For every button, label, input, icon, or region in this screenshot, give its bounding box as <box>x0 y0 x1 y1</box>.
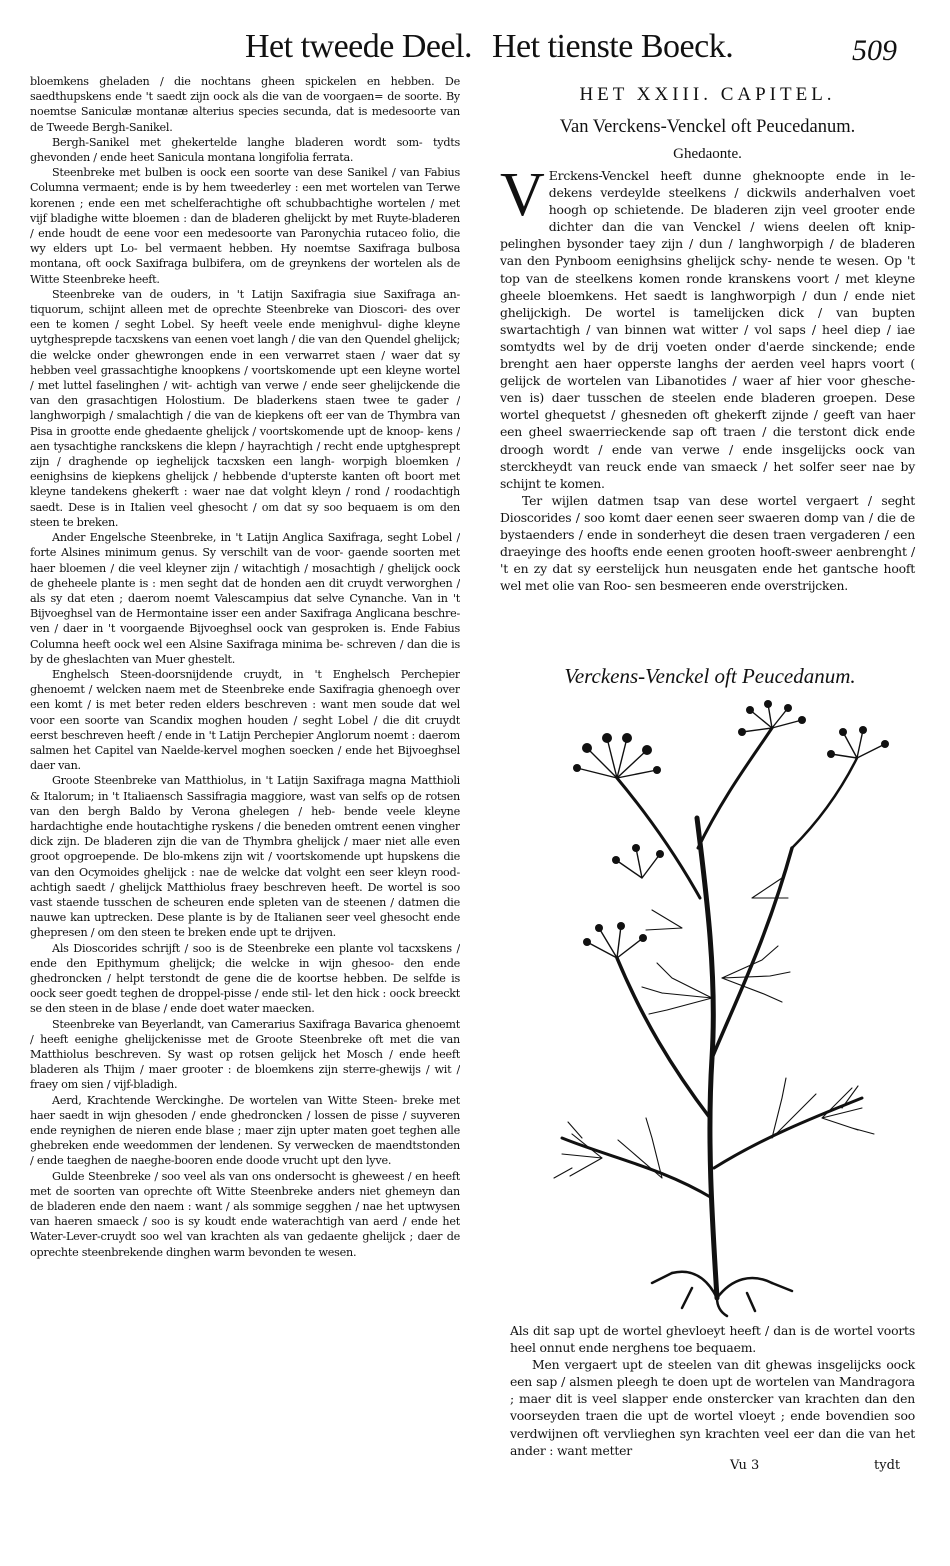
printer-signature: Vu 3 <box>730 1458 760 1473</box>
plant-woodcut-illustration <box>522 698 912 1318</box>
running-head-right: Het tienste Boeck. <box>492 28 734 65</box>
right-column <box>500 84 915 594</box>
drop-cap: V <box>500 161 545 229</box>
left-paragraph: Groote Steenbreke van Matthiolus, in 't Latijn Saxifraga magna Matthioli & Italorum; in 't Italiaensch Sassifragia maggiore, wast van selfs op de rotsen van den bergh Baldo by Verona ghelegen / heb- bende veele kleyne hardachtighe ende houtachtighe ryskens / die beneden omtrent eenen vingher dick zijn. De bladeren zijn die van de Thymbra ghelijck / maer niet alle even groot opgroepende. De blo-mkens zijn wit / voortskomende upt hupskens die van den Ocymoides ghelijck : nae de welcke dat volght een seer kleyn rood- achtigh saedt / ghelijck Matthiolus fraey beschreven heeft. De wortel is soo vast staende tusschen de scheuren ende spleten van de steenen / datmen die nauwe kan uptrecken. Dese plante is by de Italianen seer veel ghesocht ende ghepresen / om den steen te breken ende upt te drijven. <box>30 774 460 940</box>
left-paragraph: Bergh-Sanikel met ghekertelde langhe bladeren wordt som- tydts ghevonden / ende heet Sanicula montana longifolia ferrata. <box>30 135 460 165</box>
left-paragraph: Steenbreke met bulben is oock een soorte van dese Sanikel / van Fabius Columna vermaent; ende is by hem tweederley : een met wortelen van Terwe korenen ; ende een met schelferachtighe oft schubbachtighe wortelen / met vijf bladighe witte bloemen : dan de bladeren ghelijckt by met Ruyte-bladeren / ende houdt de eene voor een medesoorte van Paronychia rutaceo folio, die wy elders upt Lo- bel vermaent hebben. Hy noemtse Saxifraga bulbosa montana, oft oock Saxifraga bulbifera, om de greynkens der wortelen als de Witte Steenbreke heeft. <box>30 166 460 286</box>
left-paragraph: Steenbreke van de ouders, in 't Latijn Saxifragia siue Saxifraga an- tiquorum, schijnt alleen met de oprechte Steenbreke van Dioscori- des over een te komen / seght Lobel. Sy heeft veele ende menighvul- dighe kleyne uytghesprepde tacxskens van eenen voet langh / die van den Quendel ghelijck; die welcke onder ghewrongen ende in een verwarret staen / waer dat sy hebben veel grassachtighe knoopkens / voortskomende upt een kleyne wortel / met luttel faselinghen / wit- achtigh van verwe / ende seer ghelijckende die van den grasachtigen Holostium. De bladerkens staen twee te gader / langhworpigh / smalachtigh / die van de kiepkens oft eer van de Thymbra van Pisa in grootte ende ghedaente ghelijck / voortskomende upt de knoop- kens / aen tysachtighe ranckskens die klepn / hayrachtigh / recht ende uptghesprept zijn / draghende op ieghelijck tacxsken een langh- worpigh bloemken / eenighsins de kiepkens ghelijck / hebbende d'upterste kanten oft boort met kleyne tandekens ghekerft : waer nae dat volght kleyn / rond / roodachtigh saedt. Dese is in Italien veel ghesocht / om dat sy soo bequaem is om den steen te breken. <box>30 287 460 529</box>
right-paragraph: Erckens-Venckel heeft dunne gheknoopte ende in le- dekens verdeylde steelkens / dickwils anderhalven voet hoogh op schietende. De bladeren zijn veel grooter ende dichter dan die van Venckel / wiens deelen oft knip- pelinghen bysonder taey zijn / dun / langhworpigh / de bladeren van den Pynboom eenighsins ghelijck schy- nende te wesen. Op 't top van de steelkens komen ronde kranskens voort / met kleyne gheele bloemkens. Het saedt is langhworpigh / dun / ende niet ghelijckigh. De wortel is tamelijcken dick / van bupten swartachtigh / van binnen wat witter / vol saps / heel diep / iae somtydts wel by de drij voeten onder d'aerde sinckende; ende brenght aen haer opperste langhs der aerden veel haprs voort ( gelijck de wortelen van Libanotides / waer af hier voor ghesche- ven is) daer tusschen de steelen ende bladeren groepen. Dese wortel ghequetst / ghesneden oft ghekerft zijnde / geeft van haer een gheel swaerrieckende sap oft traen / die terstont dick ende droogh wordt / ende van verwe / ende insgelijcks oock van sterckheydt van reuck ende van smaeck / het solfer seer nae by schijnt te komen. <box>500 168 915 491</box>
left-paragraph: Steenbreke van Beyerlandt, van Camerarius Saxifraga Bavarica ghenoemt / heeft eenighe ghelijckenisse met de Groote Steenbreke oft met die van Matthiolus beschreven. Sy wast op rotsen gelijck het Mosch / ende heeft bladeren als Thijm / maer grooter : de bloemkens zijn sterre-ghewijs / wit / fraey om sien / vijf-bladigh. <box>30 1017 460 1092</box>
left-paragraph: Aerd, Krachtende Werckinghe. De wortelen van Witte Steen- breke met haer saedt in wijn ghesoden / ende ghedroncken / lossen de pisse / suyveren ende reynighen de nieren ende blase ; maer zijn upter maten goet teghen alle ghebreken ende weedommen der lendenen. Sy verwecken de maendtstonden / ende taeghen de naeghe-booren ende doode vrucht upt den lyve. <box>30 1093 460 1168</box>
right-bottom-paragraph: Men vergaert upt de steelen van dit ghewas insgelijcks oock een sap / alsmen pleegh te doen upt de wortelen van Mandragora ; maer dit is veel slapper ende onstercker van krachten dan den voorseyden traen die upt de wortel vloeyt ; ende bovendien soo verdwijnen oft vervlieghen syn krachten veel eer dan die van het ander : want metter <box>510 1357 915 1458</box>
left-paragraph: Ander Engelsche Steenbreke, in 't Latijn Anglica Saxifraga, seght Lobel / forte Alsines minimum genus. Sy verschilt van de voor- gaende soorten met haer bloemen / die veel kleyner zijn / witachtigh / mosachtigh / ghelijck oock de gheheele plante is : men seght dat de honden aen dit cruydt verworghen / als sy dat eten ; daerom noemt Valescampius dat selve Cynanche. Van in 't Bijvoeghsel van de Hermontaine isser een ander Saxifraga Anglicana beschre- ven / daer in 't voorgaende Bijvoeghsel oock van gesproken is. Ende Fabius Columna heeft oock wel een Alsine Saxifraga minima be- schreven / dan die is by de gheslachten van Muer ghestelt. <box>30 531 460 666</box>
right-bottom-paragraph: Als dit sap upt de wortel ghevloeyt heeft / dan is de wortel voorts heel onnut ende nerghens toe bequaem. <box>510 1323 915 1356</box>
left-paragraph: Gulde Steenbreke / soo veel als van ons ondersocht is gheweest / en heeft met de soorten van oprechte oft Witte Steenbreke anders niet ghemeyn dan de bladeren ende den naem : want / als sommige segghen / nae het uptwysen van haeren smaeck / soo is sy koudt ende waterachtigh van aerd / ende het Water-Lever-cruydt soo wel van krachten als van gedaente ghelijck ; daer de oprechte steenbrekende dinghen warm bevonden te wesen. <box>30 1169 460 1259</box>
section-heading: Ghedaonte. <box>673 146 742 162</box>
right-column-bottom-text <box>510 1322 915 1459</box>
figure-caption: Verckens-Venckel oft Peucedanum. <box>564 664 856 688</box>
right-column-text <box>500 161 915 594</box>
catchword: tydt <box>874 1458 901 1473</box>
left-paragraph: bloemkens gheladen / die nochtans gheen spickelen en hebben. De saedthupskens ende 't saedt zijn oock als die van de voorgaen= de soorte. By noemtse Saniculæ montanæ alterius species secunda, dat is medesoorte van de Tweede Bergh-Sanikel. <box>30 75 460 134</box>
left-paragraph: Als Dioscorides schrijft / soo is de Steenbreke een plante vol tacxskens / ende den Epithymum ghelijck; die welcke in wijn ghesoo- den ende ghedroncken / helpt terstondt de gene die de koortse hebben. De selfde is oock seer goedt teghen de droppel-pisse / ende stil- let den hick : oock breeckt se den steen in de blase / ende doet water maecken. <box>30 941 460 1016</box>
running-head-left: Het tweede Deel. <box>245 28 473 65</box>
right-paragraph: Ter wijlen datmen tsap van dese wortel vergaert / seght Dioscorides / soo komt daer eenen seer swaeren domp van / die de bystaenders / ende in sonderheyt die desen traen vergaderen / een draeyinge des hoofts ende eenen grooten hooft-sweer aenbrenght / 't en zy dat sy eerstelijck hun neusgaten ende het gantsche hooft wel met olie van Roo- sen besmeeren ende overstrijcken. <box>500 492 915 594</box>
page-number: 509 <box>852 34 897 67</box>
left-paragraph: Enghelsch Steen-doorsnijdende cruydt, in 't Enghelsch Perchepier ghenoemt / welcken naem met de Steenbreke ende Saxifragia ghenoegh over een komt / is met beter reden elders beschreven : want men soude dat wel voor een soorte van Scandix moghen houden / seght Lobel / die dit cruydt eerst beschreven heeft / ende in 't Latijn Perchepier Anglorum noemt : daerom salmen het Capitel van Naelde-kervel moghen soecken / ende het Bijvoeghsel daer van. <box>30 667 460 773</box>
chapter-subtitle: Van Verckens-Venckel oft Peucedanum. <box>559 117 856 137</box>
left-column-text <box>30 74 460 1374</box>
chapter-title: HET XXIII. CAPITEL. <box>579 84 836 105</box>
